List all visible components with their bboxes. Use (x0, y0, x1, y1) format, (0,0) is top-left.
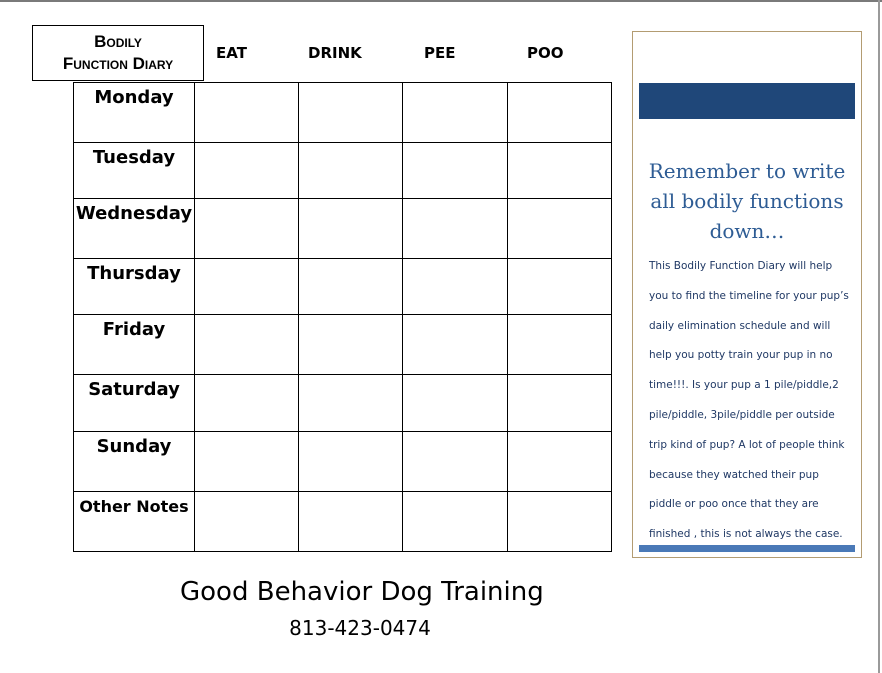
table-row-other-notes (74, 492, 612, 552)
cell-friday-eat[interactable] (195, 315, 299, 375)
cell-friday-pee[interactable] (403, 315, 508, 375)
cell-friday-drink[interactable] (299, 315, 403, 375)
diary-table (73, 82, 612, 552)
cell-thursday-pee[interactable] (403, 259, 508, 315)
cell-notes-pee[interactable] (403, 492, 508, 552)
cell-tuesday-eat[interactable] (195, 143, 299, 199)
table-row-wednesday (74, 199, 612, 259)
cell-notes-drink[interactable] (299, 492, 403, 552)
row-label-wednesday: Wednesday (74, 199, 195, 259)
cell-tuesday-pee[interactable] (403, 143, 508, 199)
cell-wednesday-poo[interactable] (508, 199, 612, 259)
cell-saturday-drink[interactable] (299, 375, 403, 432)
table-row-sunday (74, 432, 612, 492)
cell-monday-pee[interactable] (403, 83, 508, 143)
cell-wednesday-eat[interactable] (195, 199, 299, 259)
document-right-border (878, 0, 880, 673)
cell-sunday-pee[interactable] (403, 432, 508, 492)
row-label-saturday: Saturday (74, 375, 195, 432)
sidebar-footer-bar (639, 545, 855, 552)
cell-monday-eat[interactable] (195, 83, 299, 143)
row-label-sunday: Sunday (74, 432, 195, 492)
row-label-friday: Friday (74, 315, 195, 375)
row-label-other-notes: Other Notes (74, 492, 195, 552)
table-row-tuesday (74, 143, 612, 199)
diary-title-box (32, 25, 204, 81)
sidebar-header-bar (639, 83, 855, 119)
document-top-border (0, 0, 882, 2)
column-header-poo: POO (527, 44, 564, 62)
cell-monday-drink[interactable] (299, 83, 403, 143)
cell-saturday-eat[interactable] (195, 375, 299, 432)
cell-notes-eat[interactable] (195, 492, 299, 552)
table-row-monday (74, 83, 612, 143)
table-row-saturday (74, 375, 612, 432)
cell-thursday-poo[interactable] (508, 259, 612, 315)
cell-friday-poo[interactable] (508, 315, 612, 375)
company-name: Good Behavior Dog Training (180, 577, 544, 607)
column-header-drink: DRINK (308, 44, 362, 62)
cell-sunday-eat[interactable] (195, 432, 299, 492)
cell-notes-poo[interactable] (508, 492, 612, 552)
cell-sunday-poo[interactable] (508, 432, 612, 492)
cell-monday-poo[interactable] (508, 83, 612, 143)
column-header-pee: PEE (424, 44, 456, 62)
cell-wednesday-drink[interactable] (299, 199, 403, 259)
table-row-thursday (74, 259, 612, 315)
cell-wednesday-pee[interactable] (403, 199, 508, 259)
row-label-thursday: Thursday (74, 259, 195, 315)
cell-thursday-eat[interactable] (195, 259, 299, 315)
diary-title-line-1: Bodily (94, 32, 142, 51)
cell-sunday-drink[interactable] (299, 432, 403, 492)
table-row-friday (74, 315, 612, 375)
cell-saturday-pee[interactable] (403, 375, 508, 432)
row-label-tuesday: Tuesday (74, 143, 195, 199)
row-label-monday: Monday (74, 83, 195, 143)
company-phone: 813-423-0474 (289, 616, 431, 640)
column-header-eat: EAT (216, 44, 247, 62)
sidebar-heading: Remember to write all bodily functions down… (648, 159, 846, 243)
cell-tuesday-poo[interactable] (508, 143, 612, 199)
diary-title-line-2: Function Diary (62, 54, 174, 73)
sidebar-body-text: This Bodily Function Diary will help you to find the timeline for your pup’s daily elimination schedule and will help you potty train your pup in no time!!!. Is your pup a 1 pile/piddle,2 pile/piddle, 3pile/piddle per outside trip kind of pup? A lot of people think because they watched their pup piddle or poo once that they are finished , this is not always the case. (649, 260, 849, 541)
cell-thursday-drink[interactable] (299, 259, 403, 315)
cell-saturday-poo[interactable] (508, 375, 612, 432)
cell-tuesday-drink[interactable] (299, 143, 403, 199)
sidebar-panel (632, 31, 862, 558)
